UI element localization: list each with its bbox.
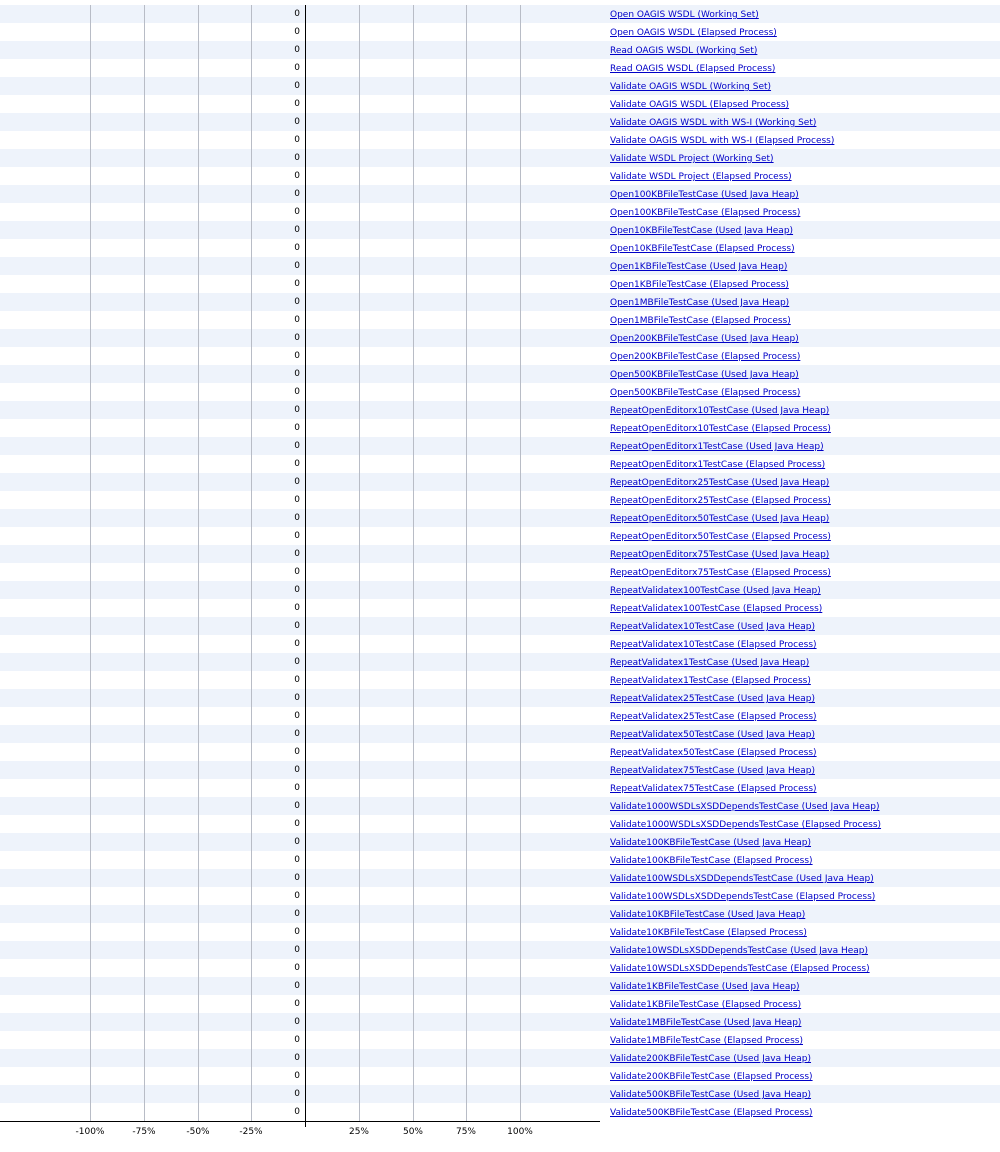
bar-value-label: 0 bbox=[294, 1053, 300, 1063]
row-background bbox=[0, 977, 1000, 995]
benchmark-link[interactable]: Validate100WSDLsXSDDependsTestCase (Elapsed Process) bbox=[610, 892, 876, 902]
row-background bbox=[0, 599, 1000, 617]
bar-value-label: 0 bbox=[294, 1107, 300, 1117]
benchmark-link[interactable]: RepeatOpenEditorx1TestCase (Used Java Heap) bbox=[610, 442, 824, 452]
bar-value-label: 0 bbox=[294, 585, 300, 595]
benchmark-link[interactable]: Open200KBFileTestCase (Elapsed Process) bbox=[610, 352, 801, 362]
bar-value-label: 0 bbox=[294, 279, 300, 289]
row-background bbox=[0, 1013, 1000, 1031]
benchmark-link[interactable]: Validate10WSDLsXSDDependsTestCase (Elapsed Process) bbox=[610, 964, 870, 974]
bar-value-label: 0 bbox=[294, 81, 300, 91]
bar-value-label: 0 bbox=[294, 117, 300, 127]
bar-value-label: 0 bbox=[294, 693, 300, 703]
benchmark-link[interactable]: Validate OAGIS WSDL (Working Set) bbox=[610, 82, 772, 92]
x-tick-label: -75% bbox=[132, 1127, 156, 1137]
row-background bbox=[0, 779, 1000, 797]
benchmark-link[interactable]: Open100KBFileTestCase (Elapsed Process) bbox=[610, 208, 801, 218]
row-background bbox=[0, 23, 1000, 41]
benchmark-link[interactable]: Read OAGIS WSDL (Elapsed Process) bbox=[610, 64, 776, 74]
row-background bbox=[0, 203, 1000, 221]
benchmark-link[interactable]: RepeatValidatex50TestCase (Used Java Heap) bbox=[610, 730, 815, 740]
benchmark-link[interactable]: RepeatOpenEditorx75TestCase (Used Java Heap) bbox=[610, 550, 830, 560]
bar-value-label: 0 bbox=[294, 153, 300, 163]
x-tick-label: 75% bbox=[455, 1127, 476, 1137]
bar-value-label: 0 bbox=[294, 513, 300, 523]
benchmark-link[interactable]: RepeatValidatex25TestCase (Used Java Heap) bbox=[610, 694, 815, 704]
row-background bbox=[0, 329, 1000, 347]
row-background bbox=[0, 635, 1000, 653]
benchmark-link[interactable]: Validate100KBFileTestCase (Used Java Heap) bbox=[610, 838, 812, 848]
x-tick-label: -100% bbox=[75, 1127, 105, 1137]
bar-value-label: 0 bbox=[294, 675, 300, 685]
bar-value-label: 0 bbox=[294, 549, 300, 559]
gridline bbox=[144, 5, 145, 1122]
bar-value-label: 0 bbox=[294, 99, 300, 109]
row-background bbox=[0, 149, 1000, 167]
bar-value-label: 0 bbox=[294, 405, 300, 415]
bar-value-label: 0 bbox=[294, 873, 300, 883]
row-background bbox=[0, 527, 1000, 545]
benchmark-link[interactable]: Validate WSDL Project (Elapsed Process) bbox=[610, 172, 792, 182]
x-axis-line bbox=[0, 1121, 600, 1122]
row-background bbox=[0, 401, 1000, 419]
bar-value-label: 0 bbox=[294, 603, 300, 613]
bar-value-label: 0 bbox=[294, 837, 300, 847]
benchmark-link[interactable]: Validate1000WSDLsXSDDependsTestCase (Elapsed Process) bbox=[610, 820, 882, 830]
bar-value-label: 0 bbox=[294, 171, 300, 181]
row-background bbox=[0, 5, 1000, 23]
benchmark-link[interactable]: Read OAGIS WSDL (Working Set) bbox=[610, 46, 758, 56]
row-background bbox=[0, 1103, 1000, 1121]
bar-value-label: 0 bbox=[294, 315, 300, 325]
benchmark-link[interactable]: Open500KBFileTestCase (Elapsed Process) bbox=[610, 388, 801, 398]
benchmark-link[interactable]: Open10KBFileTestCase (Used Java Heap) bbox=[610, 226, 794, 236]
benchmark-link[interactable]: RepeatOpenEditorx25TestCase (Elapsed Process) bbox=[610, 496, 831, 506]
bar-value-label: 0 bbox=[294, 243, 300, 253]
x-tick-label: -25% bbox=[239, 1127, 263, 1137]
bar-value-label: 0 bbox=[294, 621, 300, 631]
row-background bbox=[0, 995, 1000, 1013]
row-background bbox=[0, 95, 1000, 113]
row-background bbox=[0, 77, 1000, 95]
row-background bbox=[0, 167, 1000, 185]
row-background bbox=[0, 1085, 1000, 1103]
benchmark-link[interactable]: Validate200KBFileTestCase (Elapsed Process) bbox=[610, 1072, 813, 1082]
benchmark-link[interactable]: Validate200KBFileTestCase (Used Java Heap) bbox=[610, 1054, 812, 1064]
row-background bbox=[0, 59, 1000, 77]
row-background bbox=[0, 221, 1000, 239]
zero-axis-line bbox=[305, 5, 306, 1127]
benchmark-link[interactable]: RepeatValidatex25TestCase (Elapsed Process) bbox=[610, 712, 817, 722]
bar-value-label: 0 bbox=[294, 1071, 300, 1081]
row-background bbox=[0, 617, 1000, 635]
benchmark-link[interactable]: RepeatValidatex10TestCase (Used Java Heap) bbox=[610, 622, 815, 632]
benchmark-link[interactable]: RepeatValidatex50TestCase (Elapsed Process) bbox=[610, 748, 817, 758]
bar-value-label: 0 bbox=[294, 1035, 300, 1045]
bar-value-label: 0 bbox=[294, 333, 300, 343]
row-background bbox=[0, 1067, 1000, 1085]
row-background bbox=[0, 473, 1000, 491]
bar-value-label: 0 bbox=[294, 9, 300, 19]
benchmark-link[interactable]: Open1KBFileTestCase (Used Java Heap) bbox=[610, 262, 788, 272]
gridline bbox=[90, 5, 91, 1122]
bar-value-label: 0 bbox=[294, 801, 300, 811]
benchmark-link[interactable]: Open10KBFileTestCase (Elapsed Process) bbox=[610, 244, 795, 254]
row-background bbox=[0, 113, 1000, 131]
benchmark-link[interactable]: Open500KBFileTestCase (Used Java Heap) bbox=[610, 370, 799, 380]
row-background bbox=[0, 1049, 1000, 1067]
row-background bbox=[0, 347, 1000, 365]
benchmark-link[interactable]: RepeatOpenEditorx10TestCase (Elapsed Process) bbox=[610, 424, 831, 434]
row-background bbox=[0, 563, 1000, 581]
bar-value-label: 0 bbox=[294, 189, 300, 199]
benchmark-link[interactable]: RepeatValidatex1TestCase (Used Java Heap) bbox=[610, 658, 810, 668]
benchmark-link[interactable]: RepeatValidatex1TestCase (Elapsed Process) bbox=[610, 676, 811, 686]
bar-value-label: 0 bbox=[294, 927, 300, 937]
row-background bbox=[0, 437, 1000, 455]
row-background bbox=[0, 545, 1000, 563]
benchmark-link[interactable]: RepeatOpenEditorx75TestCase (Elapsed Process) bbox=[610, 568, 831, 578]
x-tick-label: 25% bbox=[348, 1127, 369, 1137]
row-background bbox=[0, 239, 1000, 257]
benchmark-link[interactable]: RepeatValidatex100TestCase (Used Java Heap) bbox=[610, 586, 821, 596]
benchmark-link[interactable]: Validate100WSDLsXSDDependsTestCase (Used Java Heap) bbox=[610, 874, 874, 884]
benchmark-link[interactable]: RepeatOpenEditorx50TestCase (Used Java Heap) bbox=[610, 514, 830, 524]
gridline bbox=[359, 5, 360, 1122]
bar-value-label: 0 bbox=[294, 1089, 300, 1099]
row-background bbox=[0, 257, 1000, 275]
bar-value-label: 0 bbox=[294, 999, 300, 1009]
bar-value-label: 0 bbox=[294, 747, 300, 757]
benchmark-link[interactable]: RepeatOpenEditorx10TestCase (Used Java Heap) bbox=[610, 406, 830, 416]
benchmark-link[interactable]: Validate OAGIS WSDL (Elapsed Process) bbox=[610, 100, 790, 110]
bar-value-label: 0 bbox=[294, 855, 300, 865]
bar-value-label: 0 bbox=[294, 297, 300, 307]
benchmark-link[interactable]: RepeatValidatex10TestCase (Elapsed Process) bbox=[610, 640, 817, 650]
row-background bbox=[0, 383, 1000, 401]
benchmark-link[interactable]: Validate1MBFileTestCase (Used Java Heap) bbox=[610, 1018, 802, 1028]
row-background bbox=[0, 131, 1000, 149]
row-background bbox=[0, 509, 1000, 527]
bar-value-label: 0 bbox=[294, 909, 300, 919]
bar-value-label: 0 bbox=[294, 369, 300, 379]
bar-value-label: 0 bbox=[294, 783, 300, 793]
bar-value-label: 0 bbox=[294, 963, 300, 973]
bar-value-label: 0 bbox=[294, 945, 300, 955]
bar-value-label: 0 bbox=[294, 351, 300, 361]
bar-value-label: 0 bbox=[294, 45, 300, 55]
benchmark-link[interactable]: RepeatOpenEditorx1TestCase (Elapsed Process) bbox=[610, 460, 826, 470]
bar-value-label: 0 bbox=[294, 387, 300, 397]
row-background bbox=[0, 923, 1000, 941]
row-background bbox=[0, 293, 1000, 311]
row-background bbox=[0, 1031, 1000, 1049]
benchmark-link[interactable]: Open1MBFileTestCase (Used Java Heap) bbox=[610, 298, 790, 308]
bar-value-label: 0 bbox=[294, 819, 300, 829]
gridline bbox=[520, 5, 521, 1122]
row-background bbox=[0, 743, 1000, 761]
bar-value-label: 0 bbox=[294, 459, 300, 469]
bar-value-label: 0 bbox=[294, 567, 300, 577]
bar-value-label: 0 bbox=[294, 657, 300, 667]
bar-value-label: 0 bbox=[294, 477, 300, 487]
bar-value-label: 0 bbox=[294, 981, 300, 991]
row-background bbox=[0, 653, 1000, 671]
row-background bbox=[0, 455, 1000, 473]
benchmark-link[interactable]: Validate1MBFileTestCase (Elapsed Process) bbox=[610, 1036, 803, 1046]
benchmark-link[interactable]: Validate OAGIS WSDL with WS-I (Elapsed Process) bbox=[610, 136, 835, 146]
benchmark-link[interactable]: RepeatOpenEditorx50TestCase (Elapsed Process) bbox=[610, 532, 831, 542]
bar-value-label: 0 bbox=[294, 135, 300, 145]
benchmark-link[interactable]: Open OAGIS WSDL (Working Set) bbox=[610, 10, 759, 20]
gridline bbox=[198, 5, 199, 1122]
benchmark-link[interactable]: RepeatOpenEditorx25TestCase (Used Java Heap) bbox=[610, 478, 830, 488]
benchmark-link[interactable]: Open100KBFileTestCase (Used Java Heap) bbox=[610, 190, 799, 200]
bar-value-label: 0 bbox=[294, 261, 300, 271]
row-background bbox=[0, 833, 1000, 851]
bar-value-label: 0 bbox=[294, 63, 300, 73]
row-background bbox=[0, 311, 1000, 329]
benchmark-link[interactable]: Validate1000WSDLsXSDDependsTestCase (Used Java Heap) bbox=[610, 802, 880, 812]
benchmark-link[interactable]: Open1KBFileTestCase (Elapsed Process) bbox=[610, 280, 789, 290]
row-background bbox=[0, 41, 1000, 59]
benchmark-link[interactable]: Open OAGIS WSDL (Elapsed Process) bbox=[610, 28, 777, 38]
bar-value-label: 0 bbox=[294, 765, 300, 775]
row-background bbox=[0, 419, 1000, 437]
benchmark-link[interactable]: Validate10KBFileTestCase (Elapsed Process) bbox=[610, 928, 807, 938]
benchmark-link[interactable]: Validate100KBFileTestCase (Elapsed Process) bbox=[610, 856, 813, 866]
x-tick-label: 100% bbox=[507, 1127, 533, 1137]
bar-value-label: 0 bbox=[294, 441, 300, 451]
row-background bbox=[0, 671, 1000, 689]
gridline bbox=[466, 5, 467, 1122]
benchmark-link[interactable]: Open1MBFileTestCase (Elapsed Process) bbox=[610, 316, 791, 326]
row-background bbox=[0, 905, 1000, 923]
bar-value-label: 0 bbox=[294, 891, 300, 901]
benchmark-link[interactable]: Validate1KBFileTestCase (Used Java Heap) bbox=[610, 982, 800, 992]
bar-value-label: 0 bbox=[294, 225, 300, 235]
bar-value-label: 0 bbox=[294, 207, 300, 217]
benchmark-link[interactable]: RepeatValidatex75TestCase (Elapsed Process) bbox=[610, 784, 817, 794]
benchmark-link[interactable]: Open200KBFileTestCase (Used Java Heap) bbox=[610, 334, 799, 344]
bar-value-label: 0 bbox=[294, 729, 300, 739]
benchmark-link[interactable]: RepeatValidatex75TestCase (Used Java Heap) bbox=[610, 766, 815, 776]
row-background bbox=[0, 185, 1000, 203]
benchmark-link[interactable]: Validate500KBFileTestCase (Elapsed Process) bbox=[610, 1108, 813, 1118]
bar-value-label: 0 bbox=[294, 423, 300, 433]
row-background bbox=[0, 707, 1000, 725]
x-tick-label: 50% bbox=[402, 1127, 423, 1137]
row-background bbox=[0, 725, 1000, 743]
x-tick-label: -50% bbox=[186, 1127, 210, 1137]
benchmark-link[interactable]: Validate10KBFileTestCase (Used Java Heap) bbox=[610, 910, 806, 920]
benchmark-link[interactable]: Validate1KBFileTestCase (Elapsed Process) bbox=[610, 1000, 802, 1010]
benchmark-link[interactable]: Validate OAGIS WSDL with WS-I (Working Set) bbox=[610, 118, 817, 128]
row-background bbox=[0, 689, 1000, 707]
row-background bbox=[0, 761, 1000, 779]
bar-value-label: 0 bbox=[294, 531, 300, 541]
row-background bbox=[0, 275, 1000, 293]
gridline bbox=[413, 5, 414, 1122]
benchmark-link[interactable]: Validate WSDL Project (Working Set) bbox=[610, 154, 774, 164]
row-background bbox=[0, 851, 1000, 869]
bar-value-label: 0 bbox=[294, 711, 300, 721]
row-background bbox=[0, 365, 1000, 383]
bar-value-label: 0 bbox=[294, 495, 300, 505]
bar-value-label: 0 bbox=[294, 1017, 300, 1027]
bar-value-label: 0 bbox=[294, 27, 300, 37]
benchmark-link[interactable]: RepeatValidatex100TestCase (Elapsed Process) bbox=[610, 604, 823, 614]
row-background bbox=[0, 581, 1000, 599]
benchmark-link[interactable]: Validate10WSDLsXSDDependsTestCase (Used Java Heap) bbox=[610, 946, 869, 956]
bar-value-label: 0 bbox=[294, 639, 300, 649]
row-background bbox=[0, 491, 1000, 509]
benchmark-link[interactable]: Validate500KBFileTestCase (Used Java Heap) bbox=[610, 1090, 812, 1100]
